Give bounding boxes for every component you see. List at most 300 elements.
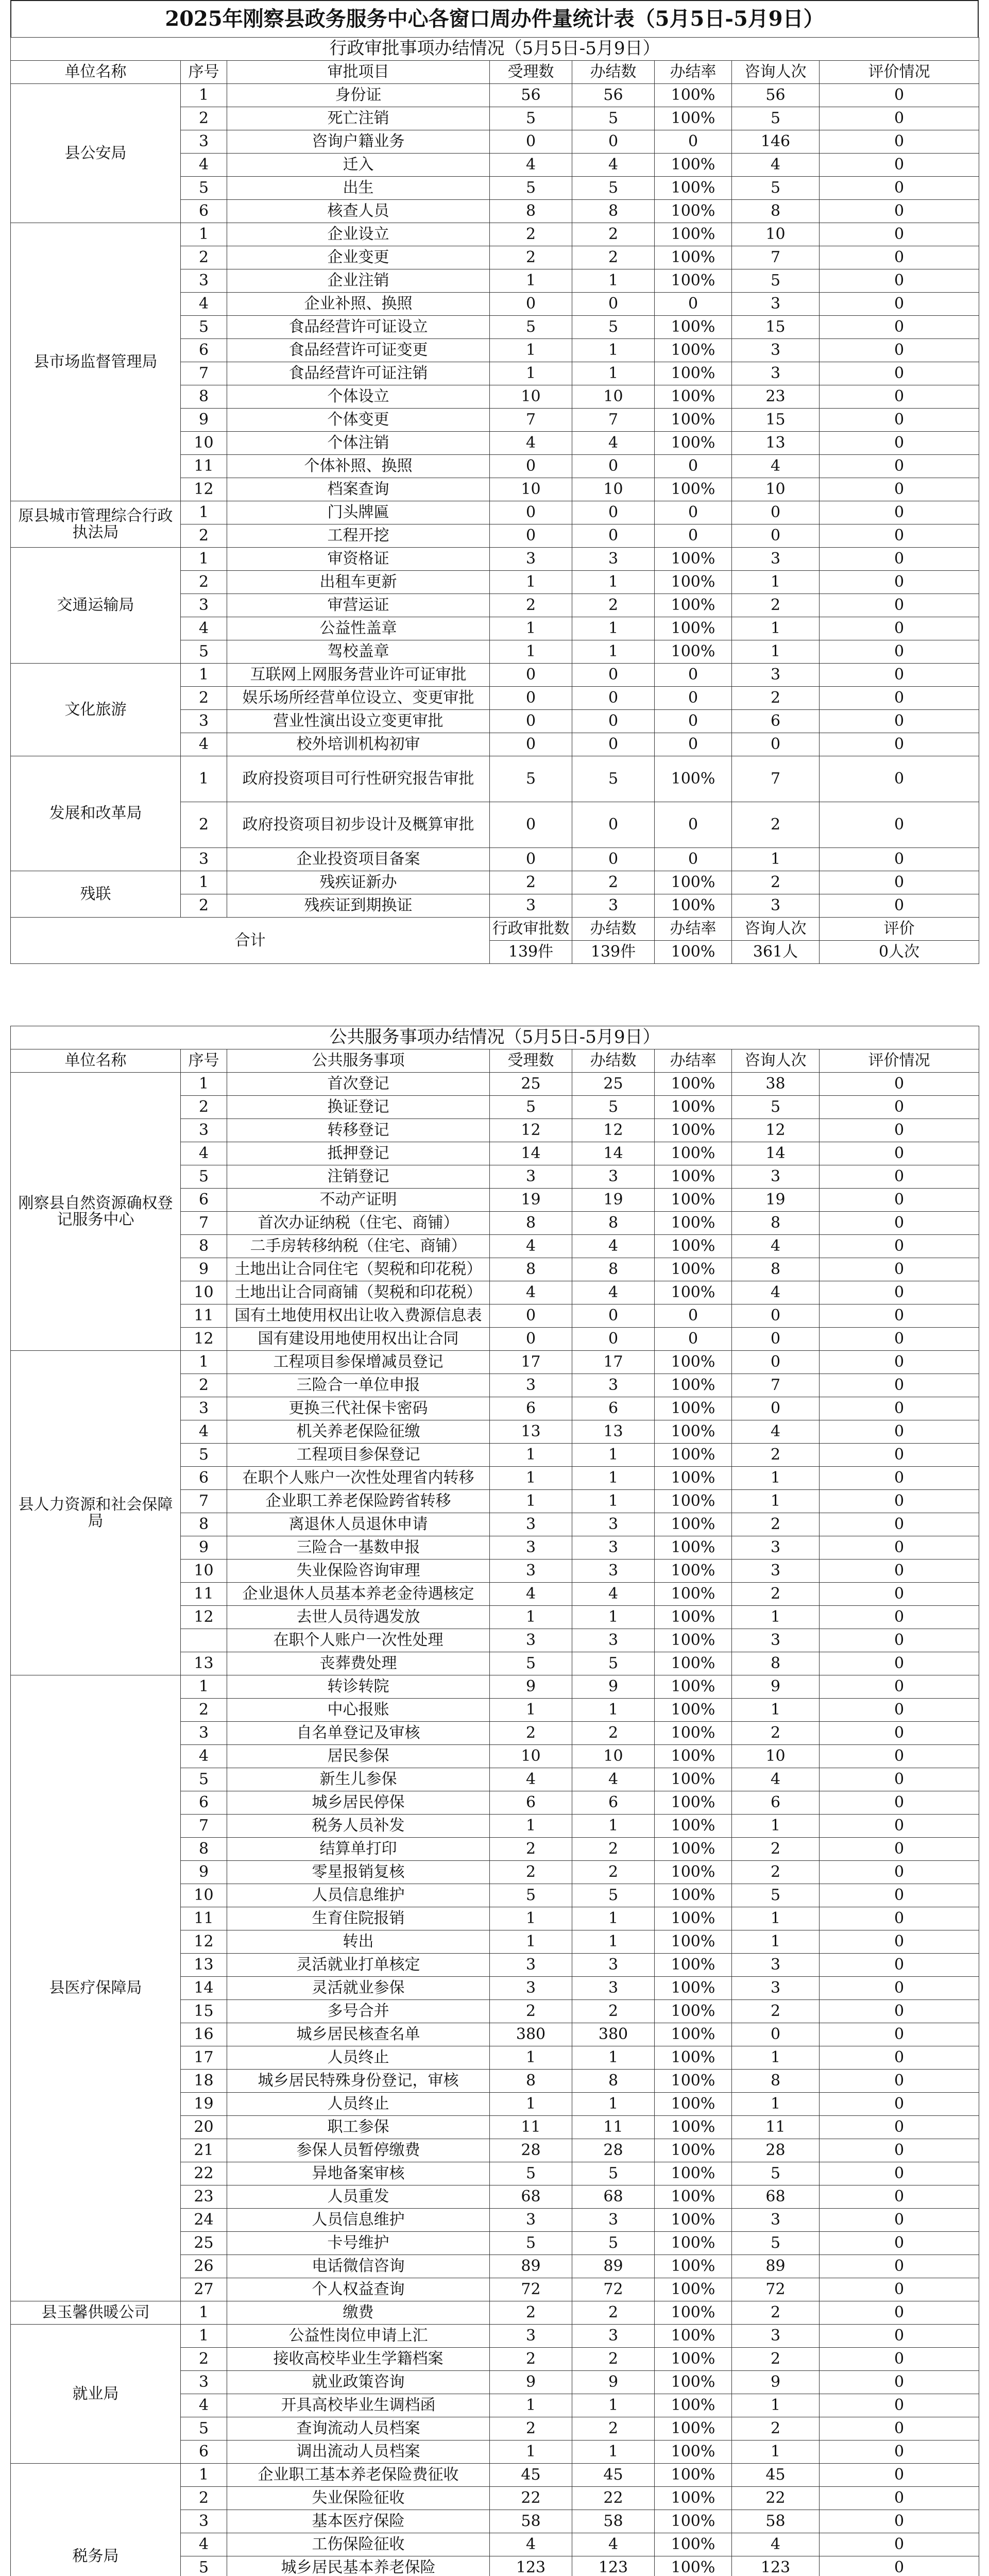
column-header: 咨询人次 bbox=[732, 61, 820, 84]
evaluation: 0 bbox=[820, 848, 979, 871]
consultation-count: 3 bbox=[732, 2325, 820, 2348]
item-name: 迁入 bbox=[227, 154, 490, 177]
consultation-count: 123 bbox=[732, 2556, 820, 2576]
completion-rate: 0 bbox=[655, 710, 732, 733]
item-name: 食品经营许可证注销 bbox=[227, 362, 490, 385]
serial-number: 1 bbox=[181, 501, 227, 524]
accepted-count: 0 bbox=[490, 733, 572, 756]
accepted-count: 1 bbox=[490, 2394, 572, 2417]
evaluation: 0 bbox=[820, 1884, 979, 1907]
serial-number: 7 bbox=[181, 1815, 227, 1838]
evaluation: 0 bbox=[820, 1722, 979, 1745]
serial-number: 25 bbox=[181, 2232, 227, 2255]
item-name: 丧葬费处理 bbox=[227, 1652, 490, 1675]
public-service-table bbox=[10, 1026, 979, 2576]
item-name: 失业保险征收 bbox=[227, 2487, 490, 2510]
accepted-count: 13 bbox=[490, 1420, 572, 1444]
evaluation: 0 bbox=[820, 1745, 979, 1768]
completion-rate: 100% bbox=[655, 200, 732, 223]
completed-count: 1 bbox=[572, 339, 655, 362]
item-name: 公益性盖章 bbox=[227, 617, 490, 640]
serial-number: 3 bbox=[181, 848, 227, 871]
table-row bbox=[11, 871, 979, 894]
item-name: 土地出让合同商铺（契税和印花税） bbox=[227, 1281, 490, 1304]
total-value: 361人 bbox=[732, 941, 820, 964]
completion-rate: 100% bbox=[655, 1420, 732, 1444]
accepted-count: 1 bbox=[490, 1930, 572, 1954]
serial-number: 1 bbox=[181, 2301, 227, 2325]
item-name: 校外培训机构初审 bbox=[227, 733, 490, 756]
accepted-count: 0 bbox=[490, 848, 572, 871]
item-name: 驾校盖章 bbox=[227, 640, 490, 664]
completed-count: 5 bbox=[572, 1884, 655, 1907]
item-name: 在职个人账户一次性处理 bbox=[227, 1629, 490, 1652]
evaluation: 0 bbox=[820, 2255, 979, 2278]
serial-number: 14 bbox=[181, 1977, 227, 2000]
completed-count: 4 bbox=[572, 2533, 655, 2556]
completed-count: 4 bbox=[572, 1281, 655, 1304]
serial-number: 3 bbox=[181, 710, 227, 733]
completion-rate: 100% bbox=[655, 84, 732, 107]
completed-count: 1 bbox=[572, 571, 655, 594]
completion-rate: 100% bbox=[655, 2255, 732, 2278]
completion-rate: 100% bbox=[655, 871, 732, 894]
accepted-count: 10 bbox=[490, 478, 572, 501]
unit-name: 县医疗保障局 bbox=[11, 1675, 181, 2301]
consultation-count: 1 bbox=[732, 1606, 820, 1629]
serial-number: 7 bbox=[181, 362, 227, 385]
consultation-count: 0 bbox=[732, 524, 820, 548]
consultation-count: 1 bbox=[732, 1907, 820, 1930]
evaluation: 0 bbox=[820, 1351, 979, 1374]
column-header: 序号 bbox=[181, 1049, 227, 1073]
serial-number: 8 bbox=[181, 385, 227, 409]
completed-count: 5 bbox=[572, 177, 655, 200]
consultation-count: 19 bbox=[732, 1189, 820, 1212]
evaluation: 0 bbox=[820, 84, 979, 107]
accepted-count: 1 bbox=[490, 1815, 572, 1838]
completion-rate: 100% bbox=[655, 2487, 732, 2510]
item-name: 在职个人账户一次性处理省内转移 bbox=[227, 1467, 490, 1490]
consultation-count: 4 bbox=[732, 2533, 820, 2556]
item-name: 人员信息维护 bbox=[227, 2209, 490, 2232]
accepted-count: 4 bbox=[490, 154, 572, 177]
serial-number: 13 bbox=[181, 1652, 227, 1675]
serial-number: 2 bbox=[181, 687, 227, 710]
consultation-count: 11 bbox=[732, 2116, 820, 2139]
serial-number: 15 bbox=[181, 2000, 227, 2023]
consultation-count: 1 bbox=[732, 2093, 820, 2116]
item-name: 税务人员补发 bbox=[227, 1815, 490, 1838]
serial-number: 4 bbox=[181, 293, 227, 316]
item-name: 灵活就业打单核定 bbox=[227, 1954, 490, 1977]
item-name: 就业政策咨询 bbox=[227, 2371, 490, 2394]
completed-count: 11 bbox=[572, 2116, 655, 2139]
accepted-count: 0 bbox=[490, 455, 572, 478]
evaluation: 0 bbox=[820, 2510, 979, 2533]
serial-number: 12 bbox=[181, 1930, 227, 1954]
completion-rate: 0 bbox=[655, 293, 732, 316]
completion-rate: 100% bbox=[655, 594, 732, 617]
completion-rate: 100% bbox=[655, 2093, 732, 2116]
column-header: 办结数 bbox=[572, 61, 655, 84]
completed-count: 0 bbox=[572, 664, 655, 687]
consultation-count: 58 bbox=[732, 2510, 820, 2533]
accepted-count: 9 bbox=[490, 2371, 572, 2394]
completed-count: 0 bbox=[572, 455, 655, 478]
serial-number: 4 bbox=[181, 2394, 227, 2417]
consultation-count: 2 bbox=[732, 802, 820, 848]
item-name: 职工参保 bbox=[227, 2116, 490, 2139]
completed-count: 5 bbox=[572, 316, 655, 339]
evaluation: 0 bbox=[820, 246, 979, 269]
evaluation: 0 bbox=[820, 2533, 979, 2556]
accepted-count: 10 bbox=[490, 1745, 572, 1768]
completion-rate: 100% bbox=[655, 2464, 732, 2487]
table-row bbox=[11, 2464, 979, 2487]
accepted-count: 1 bbox=[490, 2093, 572, 2116]
serial-number: 9 bbox=[181, 1861, 227, 1884]
completion-rate: 100% bbox=[655, 1907, 732, 1930]
evaluation: 0 bbox=[820, 1513, 979, 1536]
completed-count: 3 bbox=[572, 1165, 655, 1189]
accepted-count: 22 bbox=[490, 2487, 572, 2510]
completion-rate: 100% bbox=[655, 1536, 732, 1560]
completed-count: 25 bbox=[572, 1073, 655, 1096]
completed-count: 1 bbox=[572, 1467, 655, 1490]
evaluation: 0 bbox=[820, 1212, 979, 1235]
accepted-count: 28 bbox=[490, 2139, 572, 2162]
column-header: 评价情况 bbox=[820, 61, 979, 84]
completed-count: 0 bbox=[572, 1328, 655, 1351]
completion-rate: 100% bbox=[655, 2325, 732, 2348]
accepted-count: 3 bbox=[490, 1560, 572, 1583]
column-header: 公共服务事项 bbox=[227, 1049, 490, 1073]
serial-number: 2 bbox=[181, 894, 227, 918]
serial-number: 22 bbox=[181, 2162, 227, 2185]
accepted-count: 2 bbox=[490, 1722, 572, 1745]
serial-number: 18 bbox=[181, 2070, 227, 2093]
serial-number: 11 bbox=[181, 1907, 227, 1930]
completed-count: 8 bbox=[572, 1212, 655, 1235]
serial-number: 12 bbox=[181, 1606, 227, 1629]
completed-count: 3 bbox=[572, 1977, 655, 2000]
accepted-count: 2 bbox=[490, 2301, 572, 2325]
consultation-count: 2 bbox=[732, 687, 820, 710]
evaluation: 0 bbox=[820, 802, 979, 848]
serial-number: 1 bbox=[181, 223, 227, 246]
item-name: 工程项目参保增减员登记 bbox=[227, 1351, 490, 1374]
completion-rate: 100% bbox=[655, 1791, 732, 1815]
item-name: 生育住院报销 bbox=[227, 1907, 490, 1930]
evaluation: 0 bbox=[820, 2371, 979, 2394]
completion-rate: 100% bbox=[655, 1374, 732, 1397]
column-header: 咨询人次 bbox=[732, 1049, 820, 1073]
item-name: 换证登记 bbox=[227, 1096, 490, 1119]
accepted-count: 4 bbox=[490, 1281, 572, 1304]
completed-count: 45 bbox=[572, 2464, 655, 2487]
evaluation: 0 bbox=[820, 432, 979, 455]
evaluation: 0 bbox=[820, 571, 979, 594]
serial-number: 12 bbox=[181, 1328, 227, 1351]
completion-rate: 100% bbox=[655, 1281, 732, 1304]
accepted-count: 9 bbox=[490, 1675, 572, 1699]
consultation-count: 2 bbox=[732, 2000, 820, 2023]
serial-number: 1 bbox=[181, 1351, 227, 1374]
evaluation: 0 bbox=[820, 1420, 979, 1444]
serial-number: 24 bbox=[181, 2209, 227, 2232]
consultation-count: 3 bbox=[732, 1165, 820, 1189]
item-name: 不动产证明 bbox=[227, 1189, 490, 1212]
item-name: 离退休人员退休申请 bbox=[227, 1513, 490, 1536]
report-page bbox=[10, 0, 979, 2576]
item-name: 娱乐场所经营单位设立、变更审批 bbox=[227, 687, 490, 710]
item-name: 三险合一单位申报 bbox=[227, 1374, 490, 1397]
evaluation: 0 bbox=[820, 1815, 979, 1838]
evaluation: 0 bbox=[820, 2487, 979, 2510]
serial-number: 12 bbox=[181, 478, 227, 501]
accepted-count: 3 bbox=[490, 1374, 572, 1397]
evaluation: 0 bbox=[820, 1675, 979, 1699]
completion-rate: 100% bbox=[655, 2116, 732, 2139]
completion-rate: 100% bbox=[655, 2371, 732, 2394]
serial-number: 4 bbox=[181, 154, 227, 177]
serial-number: 16 bbox=[181, 2023, 227, 2046]
consultation-count: 8 bbox=[732, 1258, 820, 1281]
evaluation: 0 bbox=[820, 1536, 979, 1560]
evaluation: 0 bbox=[820, 1444, 979, 1467]
consultation-count: 1 bbox=[732, 571, 820, 594]
accepted-count: 1 bbox=[490, 571, 572, 594]
evaluation: 0 bbox=[820, 1165, 979, 1189]
completed-count: 1 bbox=[572, 2441, 655, 2464]
consultation-count: 4 bbox=[732, 1235, 820, 1258]
item-name: 个体补照、换照 bbox=[227, 455, 490, 478]
accepted-count: 3 bbox=[490, 1629, 572, 1652]
item-name: 企业职工养老保险跨省转移 bbox=[227, 1490, 490, 1513]
consultation-count: 38 bbox=[732, 1073, 820, 1096]
completed-count: 9 bbox=[572, 2371, 655, 2394]
evaluation: 0 bbox=[820, 2000, 979, 2023]
consultation-count: 3 bbox=[732, 664, 820, 687]
completion-rate: 100% bbox=[655, 1606, 732, 1629]
item-name: 核查人员 bbox=[227, 200, 490, 223]
unit-name: 就业局 bbox=[11, 2325, 181, 2464]
accepted-count: 17 bbox=[490, 1351, 572, 1374]
column-header: 受理数 bbox=[490, 61, 572, 84]
consultation-count: 3 bbox=[732, 1560, 820, 1583]
completed-count: 0 bbox=[572, 802, 655, 848]
item-name: 人员终止 bbox=[227, 2046, 490, 2070]
accepted-count: 5 bbox=[490, 316, 572, 339]
consultation-count: 28 bbox=[732, 2139, 820, 2162]
item-name: 食品经营许可证变更 bbox=[227, 339, 490, 362]
evaluation: 0 bbox=[820, 1652, 979, 1675]
serial-number: 10 bbox=[181, 432, 227, 455]
consultation-count: 0 bbox=[732, 2023, 820, 2046]
item-name: 卡号维护 bbox=[227, 2232, 490, 2255]
column-header: 办结率 bbox=[655, 61, 732, 84]
serial-number: 10 bbox=[181, 1884, 227, 1907]
admin-approval-table bbox=[10, 37, 979, 964]
consultation-count: 3 bbox=[732, 2209, 820, 2232]
accepted-count: 2 bbox=[490, 1838, 572, 1861]
table-row bbox=[11, 1675, 979, 1699]
serial-number: 3 bbox=[181, 594, 227, 617]
evaluation: 0 bbox=[820, 1374, 979, 1397]
section-title-row bbox=[11, 1026, 979, 1049]
accepted-count: 0 bbox=[490, 687, 572, 710]
header-row bbox=[11, 1049, 979, 1073]
completed-count: 1 bbox=[572, 1699, 655, 1722]
consultation-count: 1 bbox=[732, 617, 820, 640]
consultation-count: 1 bbox=[732, 848, 820, 871]
consultation-count: 23 bbox=[732, 385, 820, 409]
evaluation: 0 bbox=[820, 524, 979, 548]
consultation-count: 12 bbox=[732, 1119, 820, 1142]
serial-number: 10 bbox=[181, 1560, 227, 1583]
accepted-count: 2 bbox=[490, 871, 572, 894]
completed-count: 2 bbox=[572, 246, 655, 269]
consultation-count: 2 bbox=[732, 1861, 820, 1884]
consultation-count: 2 bbox=[732, 594, 820, 617]
completed-count: 89 bbox=[572, 2255, 655, 2278]
completion-rate: 100% bbox=[655, 640, 732, 664]
item-name: 公益性岗位申请上汇 bbox=[227, 2325, 490, 2348]
table-row bbox=[11, 1073, 979, 1096]
evaluation: 0 bbox=[820, 1304, 979, 1328]
accepted-count: 3 bbox=[490, 894, 572, 918]
serial-number: 17 bbox=[181, 2046, 227, 2070]
completion-rate: 100% bbox=[655, 339, 732, 362]
completed-count: 3 bbox=[572, 1513, 655, 1536]
evaluation: 0 bbox=[820, 1189, 979, 1212]
table-row bbox=[11, 548, 979, 571]
unit-name: 县人力资源和社会保障局 bbox=[11, 1351, 181, 1675]
unit-name: 刚察县自然资源确权登记服务中心 bbox=[11, 1073, 181, 1351]
item-name: 门头牌匾 bbox=[227, 501, 490, 524]
accepted-count: 380 bbox=[490, 2023, 572, 2046]
serial-number: 2 bbox=[181, 246, 227, 269]
completion-rate: 0 bbox=[655, 1328, 732, 1351]
completion-rate: 100% bbox=[655, 2417, 732, 2441]
completed-count: 56 bbox=[572, 84, 655, 107]
item-name: 审资格证 bbox=[227, 548, 490, 571]
completed-count: 5 bbox=[572, 107, 655, 130]
completion-rate: 100% bbox=[655, 1861, 732, 1884]
item-name: 首次登记 bbox=[227, 1073, 490, 1096]
consultation-count: 2 bbox=[732, 2348, 820, 2371]
completed-count: 3 bbox=[572, 1560, 655, 1583]
completed-count: 72 bbox=[572, 2278, 655, 2301]
completion-rate: 0 bbox=[655, 733, 732, 756]
completion-rate: 100% bbox=[655, 1096, 732, 1119]
serial-number: 5 bbox=[181, 2417, 227, 2441]
item-name: 个体注销 bbox=[227, 432, 490, 455]
consultation-count: 2 bbox=[732, 1444, 820, 1467]
accepted-count: 4 bbox=[490, 2533, 572, 2556]
completed-count: 1 bbox=[572, 2093, 655, 2116]
section-title-row bbox=[11, 38, 979, 61]
consultation-count: 15 bbox=[732, 409, 820, 432]
evaluation: 0 bbox=[820, 1930, 979, 1954]
accepted-count: 4 bbox=[490, 1583, 572, 1606]
completion-rate: 100% bbox=[655, 617, 732, 640]
consultation-count: 5 bbox=[732, 2232, 820, 2255]
completion-rate: 100% bbox=[655, 1675, 732, 1699]
accepted-count: 72 bbox=[490, 2278, 572, 2301]
evaluation: 0 bbox=[820, 756, 979, 802]
completed-count: 0 bbox=[572, 293, 655, 316]
accepted-count: 1 bbox=[490, 1907, 572, 1930]
consultation-count: 5 bbox=[732, 1096, 820, 1119]
accepted-count: 0 bbox=[490, 293, 572, 316]
accepted-count: 1 bbox=[490, 640, 572, 664]
evaluation: 0 bbox=[820, 710, 979, 733]
item-name: 转移登记 bbox=[227, 1119, 490, 1142]
consultation-count: 0 bbox=[732, 733, 820, 756]
serial-number: 9 bbox=[181, 1258, 227, 1281]
accepted-count: 1 bbox=[490, 269, 572, 293]
completed-count: 2 bbox=[572, 1861, 655, 1884]
item-name: 国有土地使用权出让收入费源信息表 bbox=[227, 1304, 490, 1328]
evaluation: 0 bbox=[820, 293, 979, 316]
consultation-count: 2 bbox=[732, 2417, 820, 2441]
completed-count: 4 bbox=[572, 1235, 655, 1258]
total-column-header: 办结率 bbox=[655, 918, 732, 941]
completion-rate: 100% bbox=[655, 756, 732, 802]
item-name: 调出流动人员档案 bbox=[227, 2441, 490, 2464]
completed-count: 8 bbox=[572, 1258, 655, 1281]
consultation-count: 5 bbox=[732, 177, 820, 200]
accepted-count: 5 bbox=[490, 177, 572, 200]
evaluation: 0 bbox=[820, 2301, 979, 2325]
evaluation: 0 bbox=[820, 2185, 979, 2209]
accepted-count: 2 bbox=[490, 246, 572, 269]
item-name: 企业设立 bbox=[227, 223, 490, 246]
consultation-count: 10 bbox=[732, 1745, 820, 1768]
evaluation: 0 bbox=[820, 1838, 979, 1861]
completed-count: 0 bbox=[572, 710, 655, 733]
item-name: 死亡注销 bbox=[227, 107, 490, 130]
serial-number: 2 bbox=[181, 802, 227, 848]
consultation-count: 9 bbox=[732, 1675, 820, 1699]
accepted-count: 58 bbox=[490, 2510, 572, 2533]
evaluation: 0 bbox=[820, 1699, 979, 1722]
item-name: 居民参保 bbox=[227, 1745, 490, 1768]
completion-rate: 100% bbox=[655, 1467, 732, 1490]
serial-number: 5 bbox=[181, 316, 227, 339]
evaluation: 0 bbox=[820, 2441, 979, 2464]
completed-count: 1 bbox=[572, 617, 655, 640]
consultation-count: 3 bbox=[732, 293, 820, 316]
serial-number: 1 bbox=[181, 84, 227, 107]
serial-number: 2 bbox=[181, 571, 227, 594]
section-title: 公共服务事项办结情况（5月5日-5月9日） bbox=[11, 1026, 979, 1049]
completed-count: 10 bbox=[572, 478, 655, 501]
consultation-count: 1 bbox=[732, 1930, 820, 1954]
item-name: 企业变更 bbox=[227, 246, 490, 269]
completed-count: 58 bbox=[572, 2510, 655, 2533]
consultation-count: 0 bbox=[732, 1397, 820, 1420]
accepted-count: 3 bbox=[490, 548, 572, 571]
completion-rate: 100% bbox=[655, 1351, 732, 1374]
serial-number: 5 bbox=[181, 1768, 227, 1791]
accepted-count: 3 bbox=[490, 1165, 572, 1189]
item-name: 接收高校毕业生学籍档案 bbox=[227, 2348, 490, 2371]
serial-number bbox=[181, 1629, 227, 1652]
accepted-count: 19 bbox=[490, 1189, 572, 1212]
